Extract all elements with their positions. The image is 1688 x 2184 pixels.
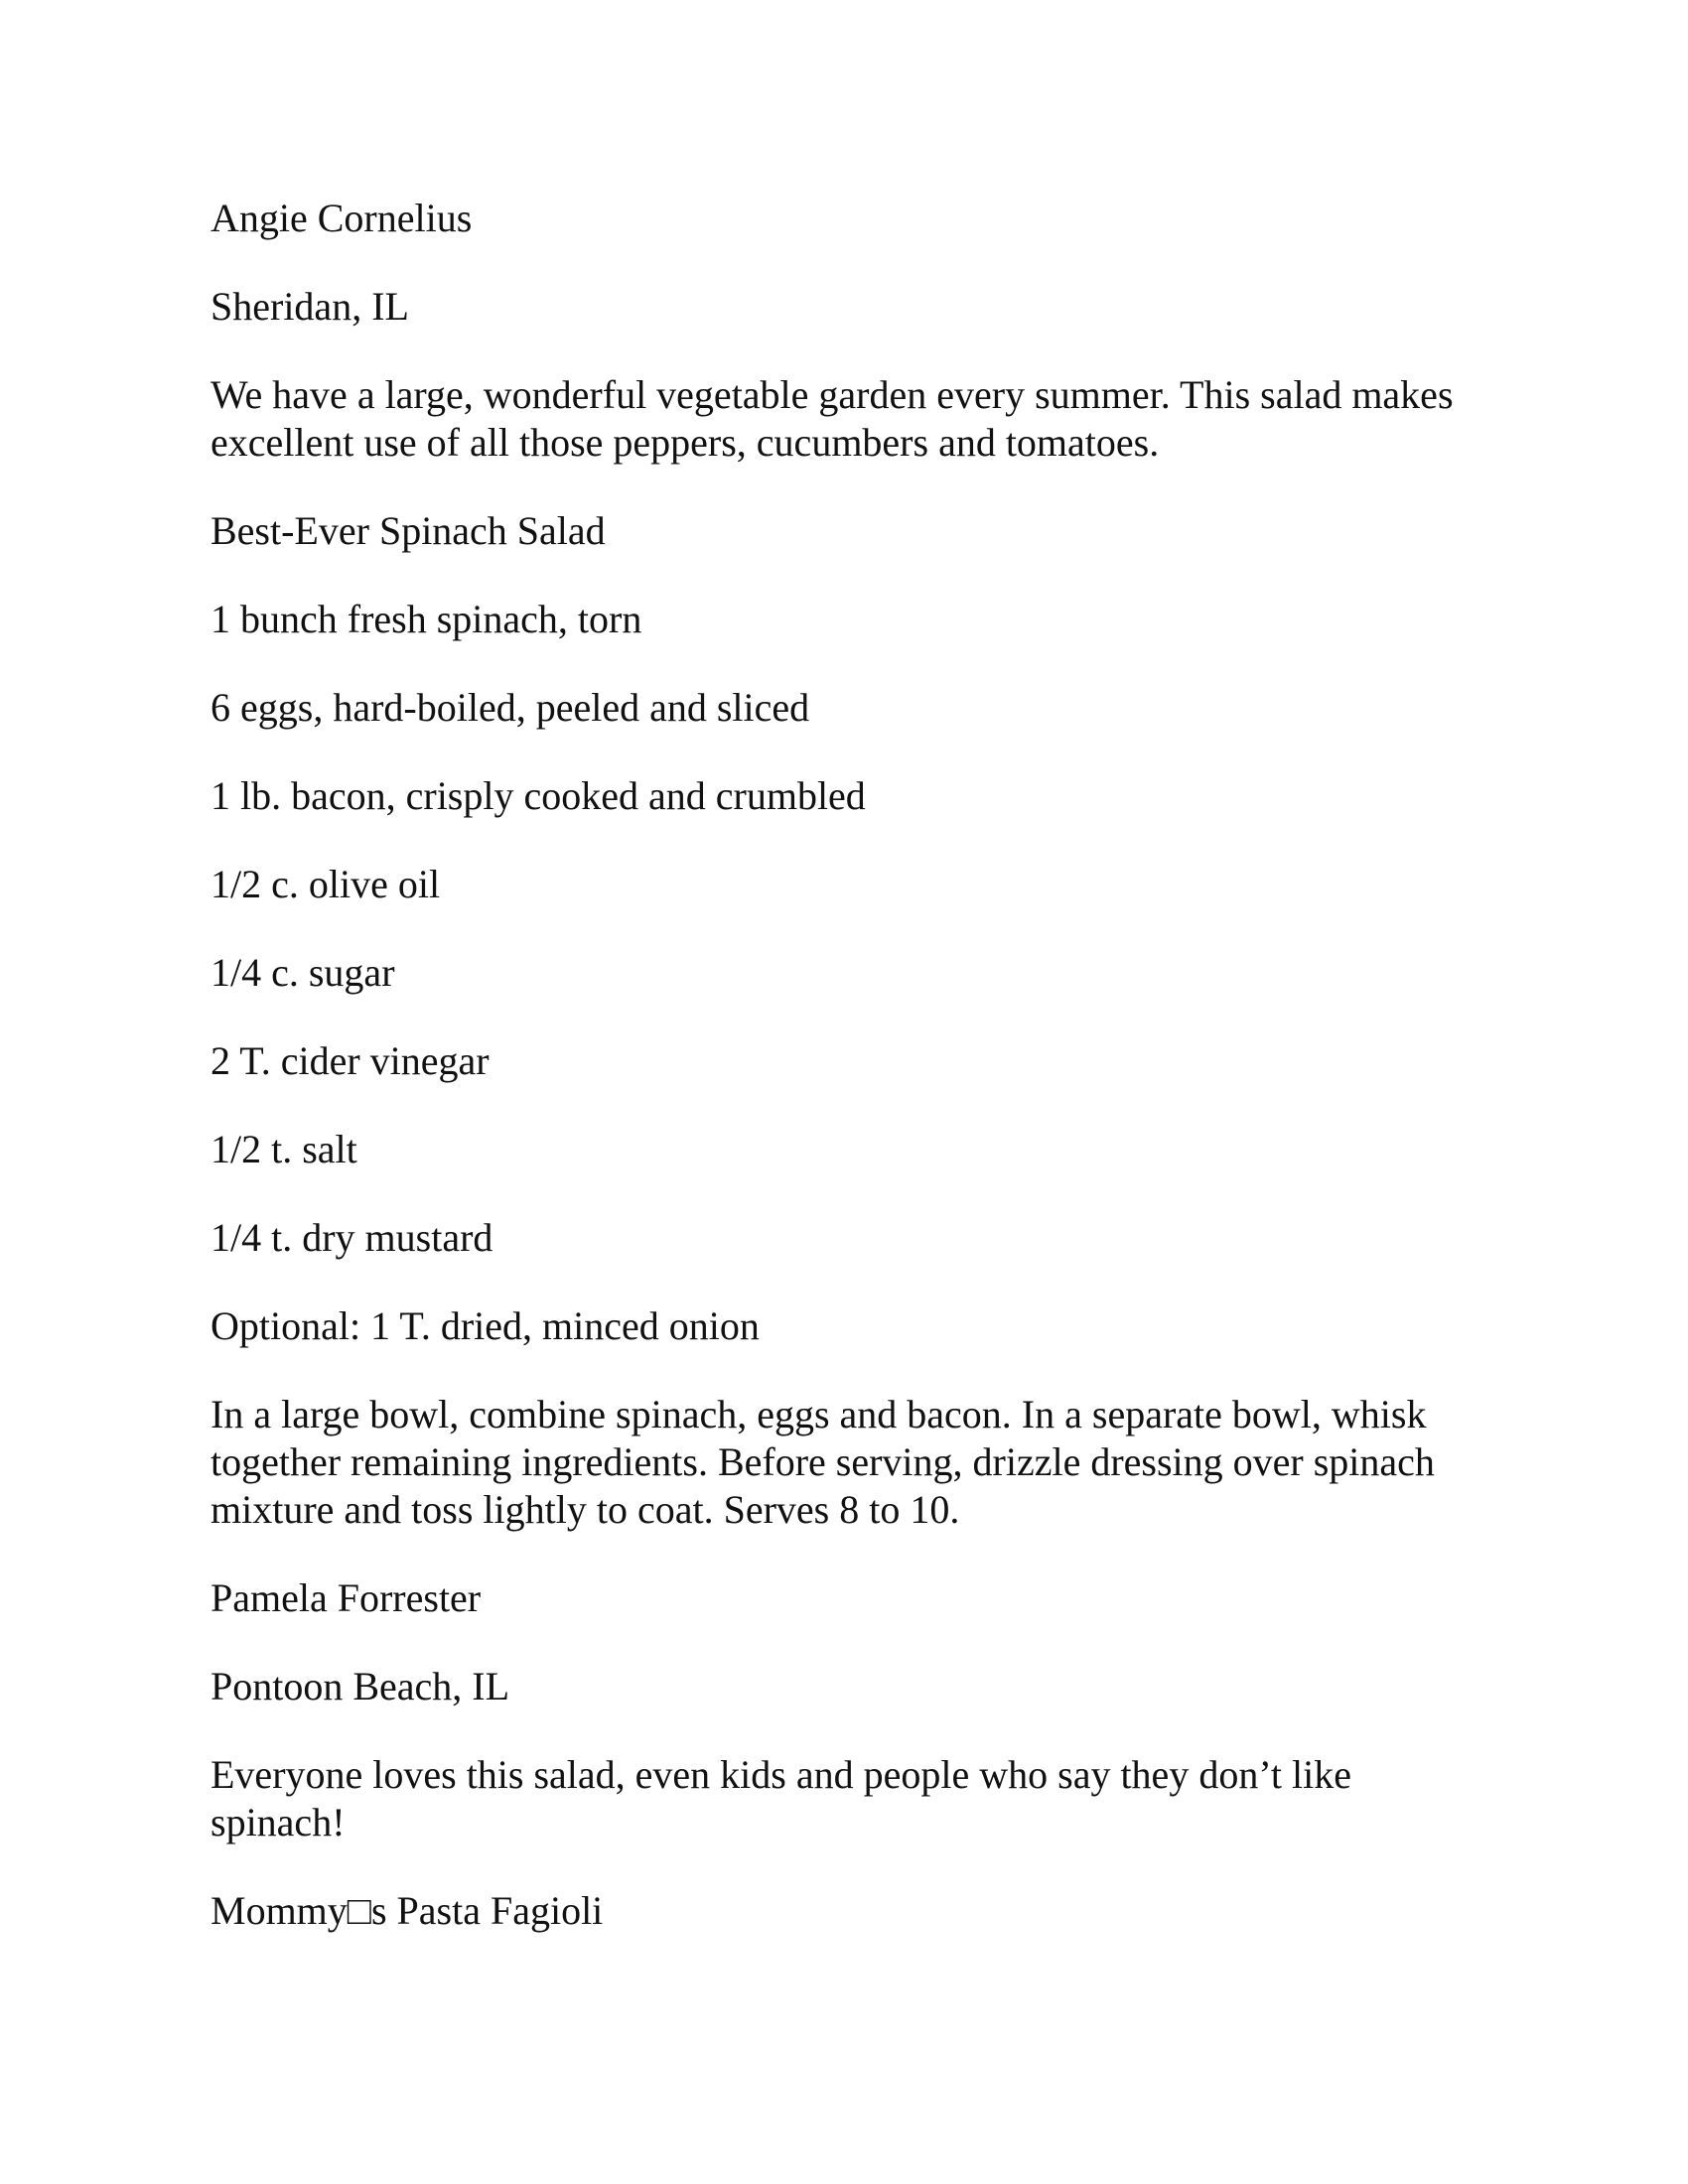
recipe-title: Mommy□s Pasta Fagioli xyxy=(211,1888,604,1933)
ingredient-item: 1/2 t. salt xyxy=(211,1127,357,1171)
recipe-intro: Everyone loves this salad, even kids and people who say they don’t like spinach! xyxy=(211,1752,1352,1844)
ingredient-item: 1/4 t. dry mustard xyxy=(211,1215,493,1260)
recipe-directions: In a large bowl, combine spinach, eggs and bacon. In a separate bowl, whisk together remaining ingredients. Before serving, drizzle dressing over spinach mixture and toss lightly to coat. Serves 8 to 10. xyxy=(211,1392,1435,1532)
ingredient-item-optional: Optional: 1 T. dried, minced onion xyxy=(211,1303,760,1348)
ingredient-item: 1 lb. bacon, crisply cooked and crumbled xyxy=(211,773,866,818)
ingredient-item: 1/4 c. sugar xyxy=(211,950,395,995)
ingredient-item: 2 T. cider vinegar xyxy=(211,1038,490,1083)
ingredient-item: 1/2 c. olive oil xyxy=(211,862,441,906)
ingredient-item: 6 eggs, hard-boiled, peeled and sliced xyxy=(211,685,810,730)
recipe-intro: We have a large, wonderful vegetable garden every summer. This salad makes excellent use of all those peppers, cucumbers and tomatoes. xyxy=(211,372,1454,465)
author-name: Angie Cornelius xyxy=(211,196,473,240)
recipe-title: Best-Ever Spinach Salad xyxy=(211,508,606,553)
author-location: Pontoon Beach, IL xyxy=(211,1664,510,1708)
author-location: Sheridan, IL xyxy=(211,284,409,329)
ingredient-item: 1 bunch fresh spinach, torn xyxy=(211,597,642,641)
document-body xyxy=(211,195,1491,1976)
author-name: Pamela Forrester xyxy=(211,1575,482,1620)
